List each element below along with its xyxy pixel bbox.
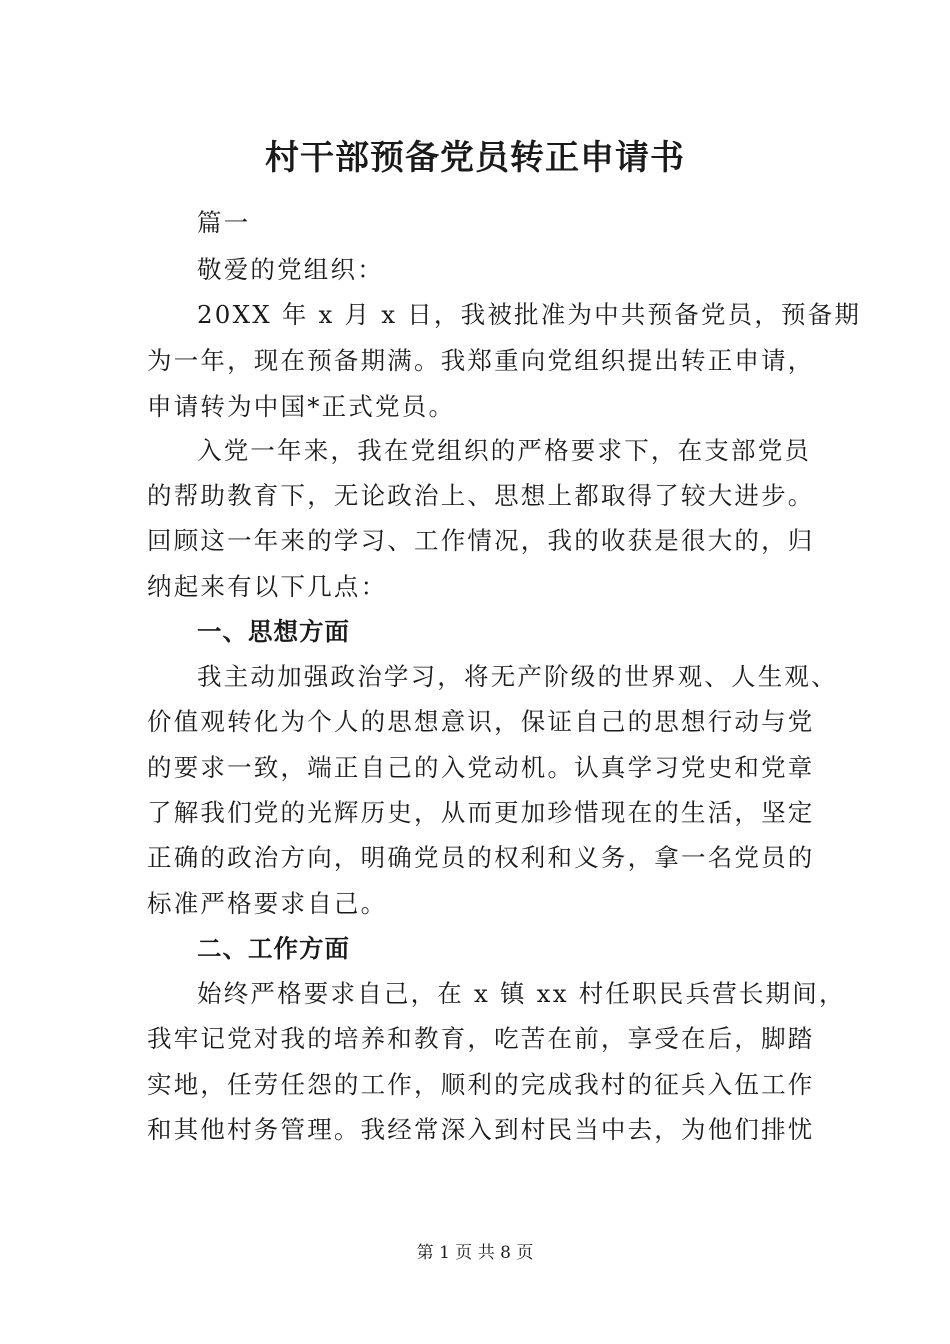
- paragraph-line: 回顾这一年来的学习、工作情况，我的收获是很大的，归: [147, 526, 815, 555]
- paragraph-line: 我牢记党对我的培养和教育，吃苦在前，享受在后，脚踏: [147, 1024, 815, 1053]
- paragraph-line: 入党一年来，我在党组织的严格要求下，在支部党员: [197, 436, 812, 465]
- section-heading: 一、思想方面: [197, 617, 350, 646]
- paragraph-line: 的帮助教育下，无论政治上、思想上都取得了较大进步。: [147, 481, 815, 510]
- section-label: 篇一: [197, 208, 251, 237]
- paragraph-line: 为一年，现在预备期满。我郑重向党组织提出转正申请，: [147, 346, 815, 375]
- section-heading: 二、工作方面: [197, 934, 350, 963]
- paragraph-line: 了解我们党的光辉历史，从而更加珍惜现在的生活，坚定: [147, 798, 815, 827]
- document-title: 村干部预备党员转正申请书: [265, 138, 685, 178]
- paragraph-line: 纳起来有以下几点：: [147, 572, 388, 601]
- paragraph-line: 价值观转化为个人的思想意识，保证自己的思想行动与党: [147, 707, 815, 736]
- paragraph-line: 和其他村务管理。我经常深入到村民当中去，为他们排忧: [147, 1115, 815, 1144]
- salutation: 敬爱的党组织：: [197, 255, 384, 284]
- paragraph-line: 的要求一致，端正自己的入党动机。认真学习党史和党章: [147, 753, 815, 782]
- paragraph-line: 我主动加强政治学习，将无产阶级的世界观、人生观、: [197, 662, 838, 691]
- paragraph-line: 实地，任劳任怨的工作，顺利的完成我村的征兵入伍工作: [147, 1070, 815, 1099]
- paragraph-line: 始终严格要求自己，在 x 镇 xx 村任职民兵营长期间，: [197, 979, 846, 1008]
- paragraph-line: 标准严格要求自己。: [147, 889, 388, 918]
- paragraph-line: 20XX 年 x 月 x 日，我被批准为中共预备党员，预备期: [197, 300, 862, 329]
- paragraph-line: 申请转为中国*正式党员。: [147, 392, 456, 421]
- paragraph-line: 正确的政治方向，明确党员的权利和义务，拿一名党员的: [147, 843, 815, 872]
- page-footer: 第 1 页 共 8 页: [416, 1243, 534, 1263]
